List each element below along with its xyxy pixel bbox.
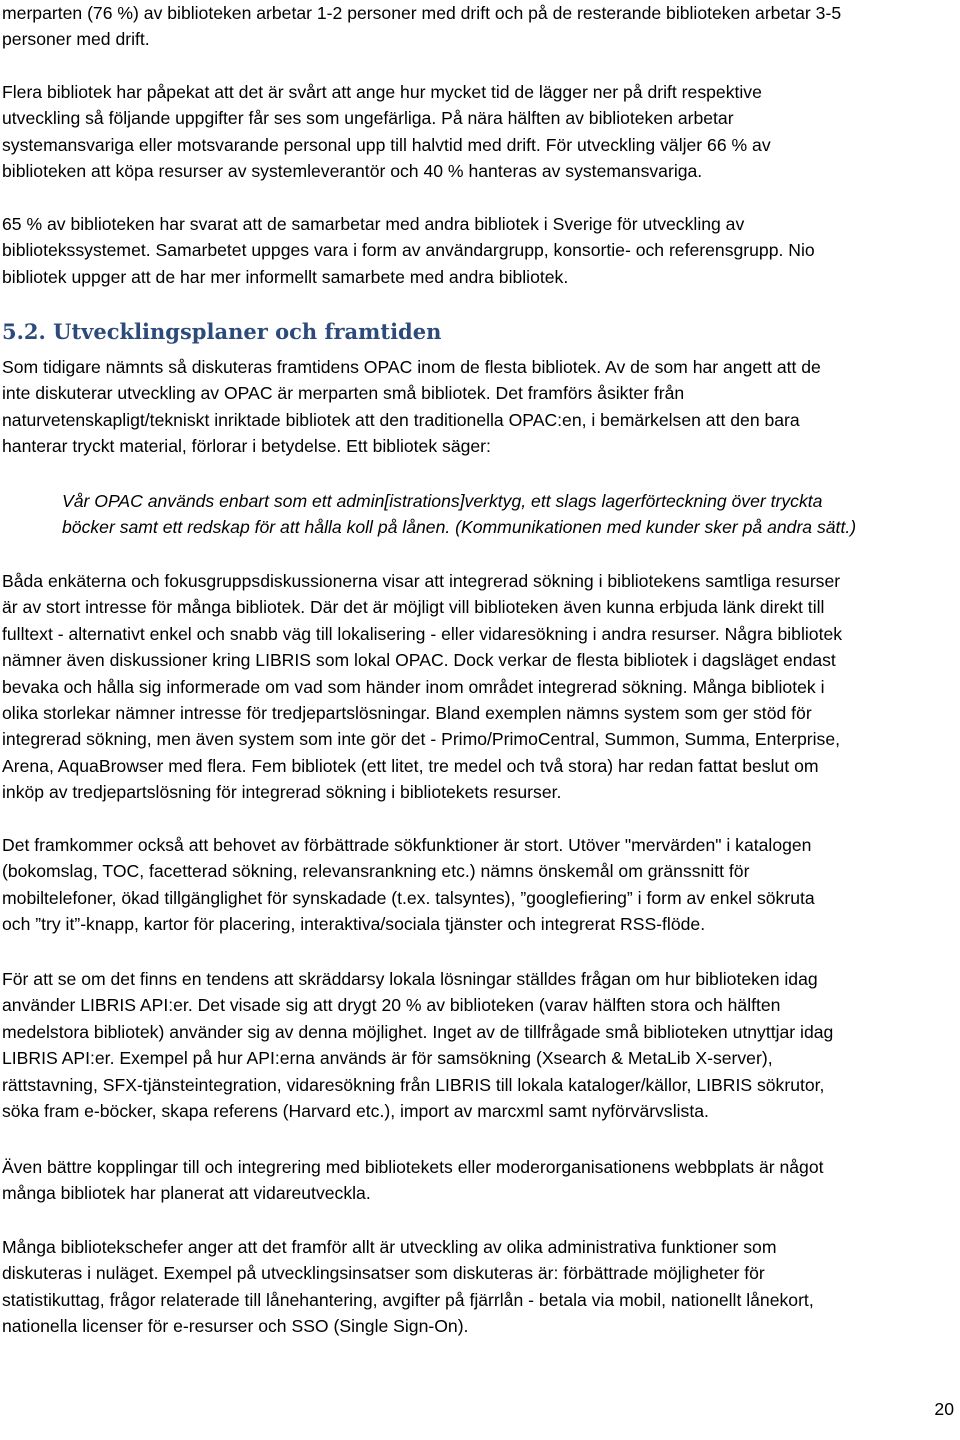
paragraph-integrated-search <box>2 568 954 806</box>
text-line: inte diskuterar utveckling av OPAC är merparten små bibliotek. Det framförs åsikter från <box>2 383 685 404</box>
paragraph-web-integration <box>2 1154 954 1207</box>
paragraph-libris-api <box>2 966 954 1124</box>
text-line: många bibliotek har planerat att vidareutveckla. <box>2 1183 371 1204</box>
text-line: medelstora bibliotek) använder sig av denna möjlighet. Inget av de tillfrågade små biblioteken utnyttjar idag <box>2 1021 834 1042</box>
text-line: inköp av tredjepartslösning för integrerad sökning i bibliotekets resurser. <box>2 782 562 803</box>
paragraph-drift-staff <box>2 0 954 53</box>
text-line: (bokomslag, TOC, facetterad sökning, relevansrankning etc.) nämns önskemål om gränssnitt för <box>2 861 750 882</box>
text-line: Arena, AquaBrowser med flera. Fem bibliotek (ett litet, tre medel och två stora) har redan fattat beslut om <box>2 755 819 776</box>
text-line: bevaka och hålla sig informerade om vad som händer inom området integrerad sökning. Många bibliotek i <box>2 676 825 697</box>
text-line: statistikuttag, frågor relaterade till lånehantering, avgifter på fjärrlån - betala via mobil, nationellt lånekort, <box>2 1289 814 1310</box>
text-line: rättstavning, SFX-tjänsteintegration, vidaresökning från LIBRIS till lokala kataloger/källor, LIBRIS sökrutor, <box>2 1074 825 1095</box>
text-line: personer med drift. <box>2 29 150 50</box>
text-line: För att se om det finns en tendens att skräddarsy lokala lösningar ställdes frågan om hur biblioteken idag <box>2 969 818 989</box>
text-line: och ”try it”-knapp, kartor för placering, interaktiva/sociala tjänster och integrerat RSS-flöde. <box>2 914 706 935</box>
text-line: naturvetenskapligt/tekniskt inriktade bibliotek att den traditionella OPAC:en, i bemärkelsen att den bara <box>2 409 800 430</box>
paragraph-time-estimates <box>2 79 954 185</box>
text-line: Båda enkäterna och fokusgruppsdiskussionerna visar att integrerad sökning i bibliotekens samtliga resurser <box>2 571 841 591</box>
text-line: 65 % av biblioteken har svarat att de samarbetar med andra bibliotek i Sverige för utveckling av <box>2 214 745 234</box>
paragraph-cooperation <box>2 211 954 290</box>
quote-line: böcker samt ett redskap för att hålla koll på lånen. (Kommunikationen med kunder sker på andra sätt.) <box>62 517 857 538</box>
text-line: systemansvariga eller motsvarande personal upp till halvtid med drift. För utveckling väljer 66 % av <box>2 134 771 155</box>
text-line: utveckling så följande uppgifter får ses som ungefärliga. På nära hälften av biblioteken arbetar <box>2 108 734 129</box>
text-line: använder LIBRIS API:er. Det visade sig att drygt 20 % av biblioteken (varav hälften stora och hälften <box>2 995 781 1016</box>
text-line: biblioteken att köpa resurser av systemleverantör och 40 % hanteras av systemansvariga. <box>2 161 703 182</box>
text-line: hanterar tryckt material, förlorar i betydelse. Ett bibliotek säger: <box>2 436 491 457</box>
text-line: mobiltelefoner, ökad tillgänglighet för synskadade (t.ex. talsyntes), ”googlefiering” i form av enkel sökruta <box>2 887 815 908</box>
paragraph-admin-functions <box>2 1234 954 1340</box>
text-line: Många bibliotekschefer anger att det framför allt är utveckling av olika administrativa funktioner som <box>2 1237 777 1257</box>
text-line: LIBRIS API:er. Exempel på hur API:erna används är för samsökning (Xsearch & MetaLib X-server), <box>2 1048 773 1069</box>
text-line: Som tidigare nämnts så diskuteras framtidens OPAC inom de flesta bibliotek. Av de som har angett att de <box>2 357 821 377</box>
text-line: är av stort intresse för många bibliotek. Där det är möjligt vill biblioteken även kunna erbjuda länk direkt till <box>2 597 825 618</box>
text-line: Även bättre kopplingar till och integrering med bibliotekets eller moderorganisationens webbplats är något <box>2 1157 824 1177</box>
text-line: olika storlekar nämner intresse för tredjepartslösningar. Bland exemplen nämns system som ger stöd för <box>2 703 812 724</box>
text-line: Flera bibliotek har påpekat att det är svårt att ange hur mycket tid de lägger ner på drift respektive <box>2 82 762 102</box>
text-line: diskuteras i nuläget. Exempel på utvecklingsinsatser som diskuteras är: förbättrade möjligheter för <box>2 1263 765 1284</box>
library-quote <box>62 488 954 541</box>
text-line: integrerad sökning, men även system som inte gör det - Primo/PrimoCentral, Summon, Summa, Enterprise, <box>2 729 840 750</box>
quote-line: Vår OPAC används enbart som ett admin[istrations]verktyg, ett slags lagerförteckning över tryckta <box>62 491 823 511</box>
text-line: bibliotek uppger att de har mer informellt samarbete med andra bibliotek. <box>2 266 569 287</box>
text-line: söka fram e-böcker, skapa referens (Harvard etc.), import av marcxml samt nyförvärvslista. <box>2 1101 709 1122</box>
text-line: Det framkommer också att behovet av förbättrade sökfunktioner är stort. Utöver "mervärden" i katalogen <box>2 835 812 855</box>
text-line: merparten (76 %) av biblioteken arbetar 1-2 personer med drift och på de resterande biblioteken arbetar 3-5 <box>2 3 842 23</box>
paragraph-opac-future <box>2 354 954 460</box>
text-line: nationella licenser för e-resurser och SSO (Single Sign-On). <box>2 1316 469 1337</box>
page-number: 20 <box>934 1399 954 1419</box>
text-line: nämner även diskussioner kring LIBRIS som lokal OPAC. Dock verkar de flesta bibliotek i dagsläget endast <box>2 650 836 671</box>
paragraph-search-functions <box>2 832 954 938</box>
text-line: bibliotekssystemet. Samarbetet uppges vara i form av användargrupp, konsortie- och referensgrupp. Nio <box>2 240 815 261</box>
section-heading: 5.2. Utvecklingsplaner och framtiden <box>2 319 442 344</box>
text-line: fulltext - alternativt enkel och snabb väg till lokalisering - eller vidaresökning i andra resurser. Några bibliotek <box>2 623 843 644</box>
